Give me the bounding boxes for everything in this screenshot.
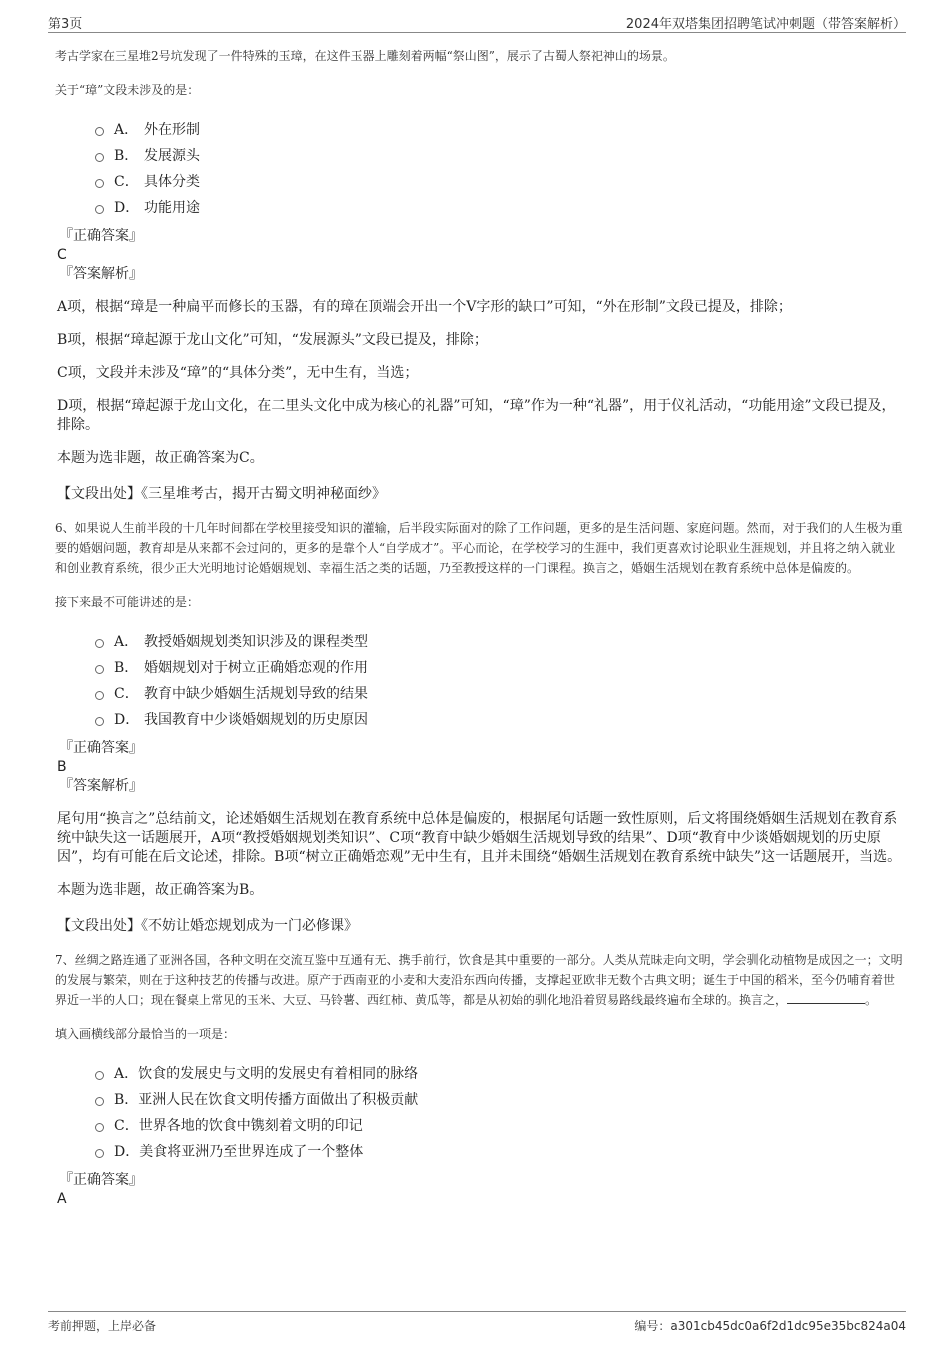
- option-letter: C．: [114, 686, 139, 702]
- option-b[interactable]: [95, 142, 905, 168]
- option-d[interactable]: [95, 194, 905, 220]
- radio-button-icon[interactable]: [95, 205, 104, 214]
- correct-answer: A: [57, 1191, 67, 1207]
- question-7-options: [95, 1060, 905, 1164]
- option-letter: D．: [114, 1144, 140, 1160]
- question-7-passage-text: 7、丝绸之路连通了亚洲各国，各种文明在交流互鉴中互通有无、携手前行，饮食是其中重要的一部分。人类从荒昧走向文明，学会驯化动植物是成因之一；文明的发展与繁荣，则在于这种技艺的传播与改进。原产于西南亚的小麦和大麦沿东西向传播，支撑起亚欧非无数个古典文明；诞生于中国的稻米，至今仍哺育着世界近一半的人口；现在餐桌上常见的玉米、大豆、马铃薯、西红柿、黄瓜等，都是从初始的驯化地沿着贸易路线最终遍布全球的。换言之，: [55, 953, 903, 1007]
- page-content: [55, 40, 905, 1218]
- correct-answer: C: [57, 247, 67, 263]
- option-text: 美食将亚洲乃至世界连成了一个整体: [139, 1144, 364, 1160]
- option-letter: A．: [114, 1066, 139, 1082]
- radio-button-icon[interactable]: [95, 717, 104, 726]
- option-a[interactable]: [95, 628, 905, 654]
- radio-button-icon[interactable]: [95, 179, 104, 188]
- analysis-label: 『答案解析』: [59, 266, 143, 282]
- radio-button-icon[interactable]: [95, 1149, 104, 1158]
- radio-button-icon[interactable]: [95, 639, 104, 648]
- analysis-paragraph: 尾句用“换言之”总结前文，论述婚姻生活规划在教育系统中总体是偏废的，根据尾句话题一致性原则，后文将围绕婚姻生活规划在教育系统中缺失这一话题展开，A项“教授婚姻规划类知识”、C项“教育中缺少婚姻生活规划导致的结果”、D项“教育中少谈婚姻规划的历史原因”，均有可能在后文论述，排除。B项“树立正确婚恋观”无中生有，且并未围绕“婚姻生活规划在教育系统中缺失”这一话题展开，当选。: [57, 811, 902, 865]
- question-7-passage: [55, 950, 905, 1010]
- option-letter: B．: [114, 660, 139, 676]
- analysis-paragraph: C项，文段并未涉及“璋”的“具体分类”，无中生有，当选；: [57, 365, 419, 381]
- option-text: 功能用途: [144, 200, 200, 216]
- radio-button-icon[interactable]: [95, 1097, 104, 1106]
- option-a[interactable]: [95, 116, 905, 142]
- option-text: 饮食的发展史与文明的发展史有着相同的脉络: [138, 1066, 419, 1082]
- question-6-options: [95, 628, 905, 732]
- question-7-passage-end: 。: [865, 993, 878, 1007]
- option-b[interactable]: [95, 1086, 905, 1112]
- footer-slogan: 考前押题，上岸必备: [48, 1319, 157, 1333]
- question-6: [55, 518, 905, 936]
- option-text: 世界各地的饮食中镌刻着文明的印记: [138, 1118, 363, 1134]
- correct-answer-label: 『正确答案』: [59, 740, 143, 756]
- option-letter: C．: [114, 174, 139, 190]
- correct-answer-label: 『正确答案』: [59, 1172, 143, 1188]
- radio-button-icon[interactable]: [95, 127, 104, 136]
- option-d[interactable]: [95, 706, 905, 732]
- radio-button-icon[interactable]: [95, 153, 104, 162]
- radio-button-icon[interactable]: [95, 1123, 104, 1132]
- question-5-passage: 考古学家在三星堆2号坑发现了一件特殊的玉璋，在这件玉器上雕刻着两幅“祭山图”，展示了古蜀人祭祀神山的场景。: [55, 49, 675, 63]
- document-id: 编号：a301cb45dc0a6f2d1dc95e35bc824a04: [634, 1319, 906, 1333]
- page-footer: [48, 1311, 906, 1336]
- question-7: [55, 950, 905, 1208]
- option-c[interactable]: [95, 680, 905, 706]
- option-letter: A．: [114, 634, 139, 650]
- option-c[interactable]: [95, 168, 905, 194]
- radio-button-icon[interactable]: [95, 665, 104, 674]
- correct-answer-label: 『正确答案』: [59, 228, 143, 244]
- option-d[interactable]: [95, 1138, 905, 1164]
- question-6-passage: 6、如果说人生前半段的十几年时间都在学校里接受知识的灌输，后半段实际面对的除了工作问题，更多的是生活问题、家庭问题。然而，对于我们的人生极为重要的婚姻问题，教育却是从来都不会过问的，更多的是靠个人“自学成才”。平心而论，在学校学习的生涯中，我们更喜欢讨论职业生涯规划，并且将之纳入就业和创业教育系统，很少正大光明地讨论婚姻规划、幸福生活之类的话题，乃至教授这样的一门课程。换言之，婚姻生活规划在教育系统中总体是偏废的。: [55, 521, 903, 575]
- document-title: 2024年双塔集团招聘笔试冲刺题（带答案解析）: [625, 17, 906, 32]
- analysis-paragraph: D项，根据“璋起源于龙山文化，在二里头文化中成为核心的礼器”可知，“璋”作为一种“礼器”，用于仪礼活动，“功能用途”文段已提及，排除。: [57, 398, 896, 433]
- option-text: 婚姻规划对于树立正确婚恋观的作用: [144, 660, 368, 676]
- analysis-label: 『答案解析』: [59, 778, 143, 794]
- page-number: 第3页: [48, 17, 83, 32]
- option-text: 教授婚姻规划类知识涉及的课程类型: [144, 634, 368, 650]
- option-letter: D．: [114, 712, 140, 728]
- question-6-prompt: 接下来最不可能讲述的是：: [55, 595, 200, 609]
- option-text: 教育中缺少婚姻生活规划导致的结果: [144, 686, 368, 702]
- option-letter: A．: [114, 122, 139, 138]
- analysis-conclusion: 本题为选非题，故正确答案为C。: [57, 450, 264, 466]
- option-letter: B．: [114, 1092, 139, 1108]
- option-text: 具体分类: [144, 174, 200, 190]
- page-header: [48, 12, 906, 33]
- option-letter: B．: [114, 148, 139, 164]
- passage-source: 【文段出处】《三星堆考古，揭开古蜀文明神秘面纱》: [57, 486, 386, 502]
- option-letter: D．: [114, 200, 140, 216]
- question-5: [55, 46, 905, 504]
- option-text: 亚洲人民在饮食文明传播方面做出了积极贡献: [138, 1092, 419, 1108]
- option-text: 外在形制: [144, 122, 200, 138]
- radio-button-icon[interactable]: [95, 691, 104, 700]
- option-text: 发展源头: [144, 148, 200, 164]
- option-b[interactable]: [95, 654, 905, 680]
- option-c[interactable]: [95, 1112, 905, 1138]
- option-a[interactable]: [95, 1060, 905, 1086]
- fill-in-blank: [787, 991, 865, 1004]
- radio-button-icon[interactable]: [95, 1071, 104, 1080]
- passage-source: 【文段出处】《不妨让婚恋规划成为一门必修课》: [57, 918, 358, 934]
- analysis-paragraph: A项，根据“璋是一种扁平而修长的玉器，有的璋在顶端会开出一个V字形的缺口”可知，“外在形制”文段已提及，排除；: [57, 299, 792, 315]
- option-letter: C．: [114, 1118, 139, 1134]
- analysis-conclusion: 本题为选非题，故正确答案为B。: [57, 882, 264, 898]
- option-text: 我国教育中少谈婚姻规划的历史原因: [144, 712, 368, 728]
- question-5-prompt: 关于“璋”文段未涉及的是：: [55, 83, 200, 97]
- analysis-paragraph: B项，根据“璋起源于龙山文化”可知，“发展源头”文段已提及，排除；: [57, 332, 488, 348]
- correct-answer: B: [57, 759, 67, 775]
- question-5-options: [95, 116, 905, 220]
- question-7-prompt: 填入画横线部分最恰当的一项是：: [55, 1027, 236, 1041]
